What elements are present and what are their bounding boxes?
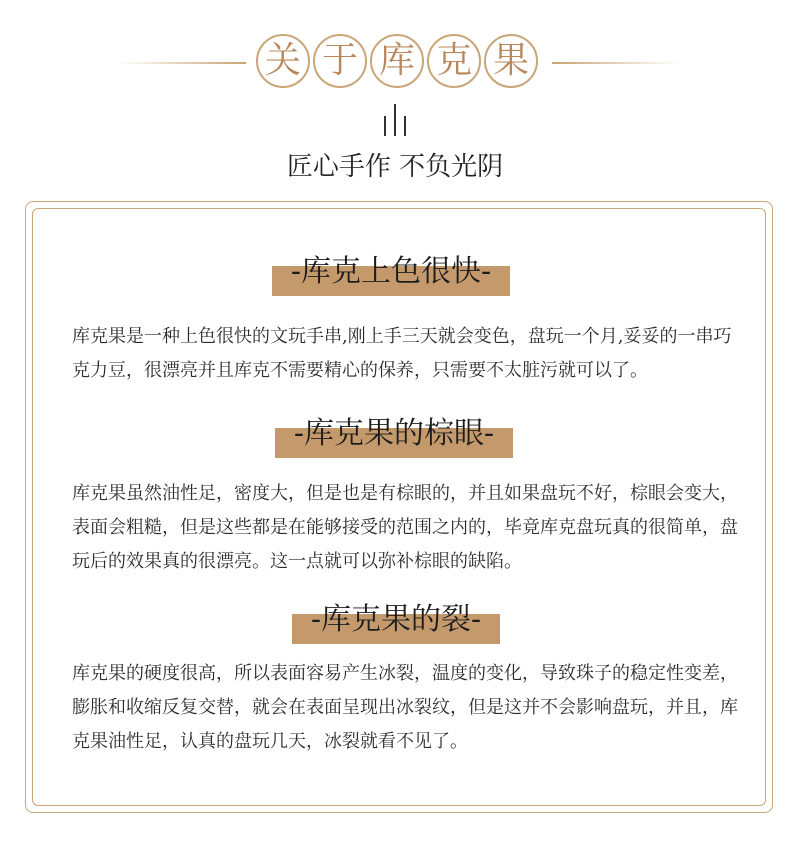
section-title-text: -库克果的棕眼-	[293, 416, 495, 451]
left-divider-line	[118, 62, 246, 64]
section-title-text: -库克上色很快-	[290, 254, 492, 289]
header-title	[256, 34, 541, 88]
title-char-circle: 库	[370, 34, 424, 88]
subtitle: 匠心手作 不负光阴	[286, 152, 504, 182]
title-char-circle: 于	[313, 34, 367, 88]
section-body-pores: 库克果虽然油性足，密度大，但是也是有棕眼的，并且如果盘玩不好，棕眼会变大，表面会粗糙，但是这些都是在能够接受的范围之内的，毕竟库克盘玩真的很简单，盘玩后的效果真的很漂亮。这一点就可以弥补棕眼的缺陷。	[72, 483, 738, 572]
right-divider-line	[552, 62, 680, 64]
title-char-circle: 关	[256, 34, 310, 88]
section-title-pores	[275, 416, 513, 458]
section-body-cracks: 库克果的硬度很高，所以表面容易产生冰裂，温度的变化，导致珠子的稳定性变差，膨胀和收缩反复交替，就会在表面呈现出冰裂纹，但是这并不会影响盘玩，并且，库克果油性足，认真的盘玩几天，冰裂就看不见了。	[72, 663, 738, 752]
title-char-circle: 果	[484, 34, 538, 88]
title-char-circle: 克	[427, 34, 481, 88]
section-header	[0, 30, 790, 100]
section-title-text: -库克果的裂-	[310, 602, 482, 637]
triple-line-ornament-icon	[382, 104, 408, 136]
section-title-cracks	[292, 602, 500, 644]
section-body-coloring: 库克果是一种上色很快的文玩手串,刚上手三天就会变色，盘玩一个月,妥妥的一串巧克力豆，很漂亮并且库克不需要精心的保养，只需要不太脏污就可以了。	[72, 326, 732, 381]
section-title-coloring	[272, 254, 510, 296]
